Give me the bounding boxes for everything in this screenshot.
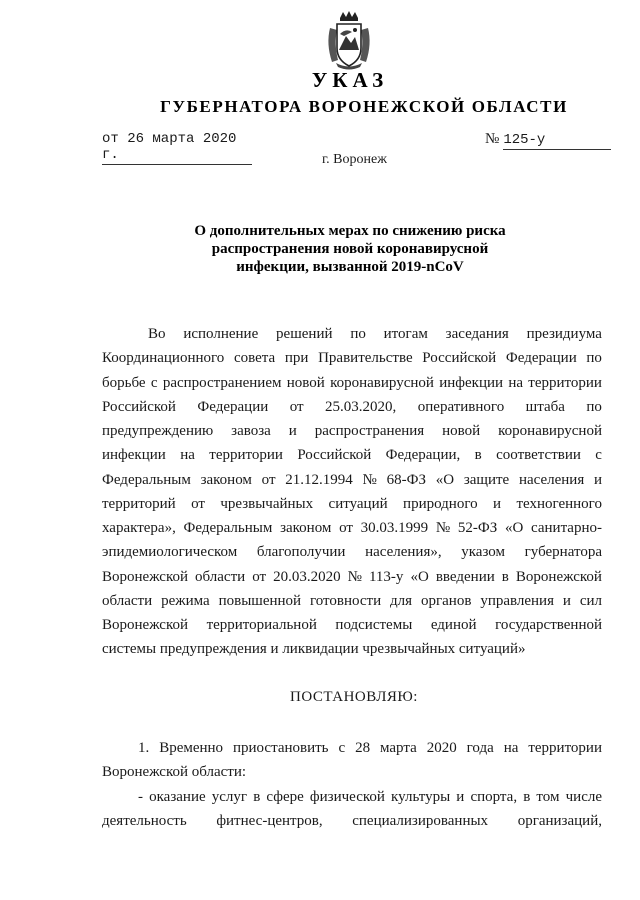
preamble-line: характера», Федеральным законом от 30.03.1999 № 52-ФЗ «О санитарно- xyxy=(102,520,602,536)
decree-authority: ГУБЕРНАТОРА ВОРОНЕЖСКОЙ ОБЛАСТИ xyxy=(160,97,568,116)
preamble-line: Федеральным законом от 21.12.1994 № 68-ФЗ «О защите населения и xyxy=(102,471,602,488)
number-value: 125-у xyxy=(503,132,611,150)
subject-line: инфекции, вызванной 2019-nCoV xyxy=(236,259,464,275)
preamble-line: системы предупреждения и ликвидации чрезвычайных ситуаций» xyxy=(102,641,526,658)
point-line: Воронежской области: xyxy=(102,764,247,781)
preamble-line: борьбе с распространением новой коронавирусной инфекции на территории xyxy=(102,374,602,391)
preamble-line: Воронежской территориальной подсистемы единой государственной xyxy=(102,617,602,633)
decree-city: г. Воронеж xyxy=(322,152,387,167)
preamble-line: территорий от чрезвычайных ситуаций природного и техногенного xyxy=(102,495,602,512)
preamble-line: инфекции на территории Российской Федерации, в соответствии с xyxy=(102,447,602,464)
preamble-paragraph xyxy=(102,322,602,662)
preamble-line: Во исполнение решений по итогам заседания президиума xyxy=(148,326,602,342)
preamble-line: области режима повышенной готовности для органов управления и сил xyxy=(102,592,602,609)
point-line: - оказание услуг в сфере физической культуры и спорта, в том числе xyxy=(138,788,602,805)
point-1-paragraph xyxy=(102,736,602,833)
preamble-line: Воронежской области от 20.03.2020 № 113-у «О введении в Воронежской xyxy=(102,568,602,585)
preamble-line: Координационного совета при Правительстве Российской Федерации по xyxy=(102,350,602,367)
resolve-heading: ПОСТАНОВЛЯЮ: xyxy=(290,689,418,705)
point-line: деятельность фитнес-центров, специализированных организаций, xyxy=(102,812,602,829)
number-sign: № xyxy=(485,131,500,147)
document-subject xyxy=(180,222,520,276)
decree-number xyxy=(485,131,613,150)
coat-of-arms-icon xyxy=(324,10,374,70)
subject-line: О дополнительных мерах по снижению риска xyxy=(194,223,506,239)
decree-title: УКАЗ xyxy=(311,68,389,92)
decree-date: от 26 марта 2020 г. xyxy=(102,131,252,165)
preamble-line: эпидемиологическом благополучии населения», указом губернатора xyxy=(102,544,602,561)
subject-line: распространения новой коронавирусной xyxy=(211,241,489,257)
preamble-line: предупреждению завоза и распространения новой коронавирусной xyxy=(102,423,602,439)
point-line: 1. Временно приостановить с 28 марта 2020 года на территории xyxy=(138,740,602,756)
preamble-line: Российской Федерации от 25.03.2020, оперативного штаба по xyxy=(102,398,602,415)
